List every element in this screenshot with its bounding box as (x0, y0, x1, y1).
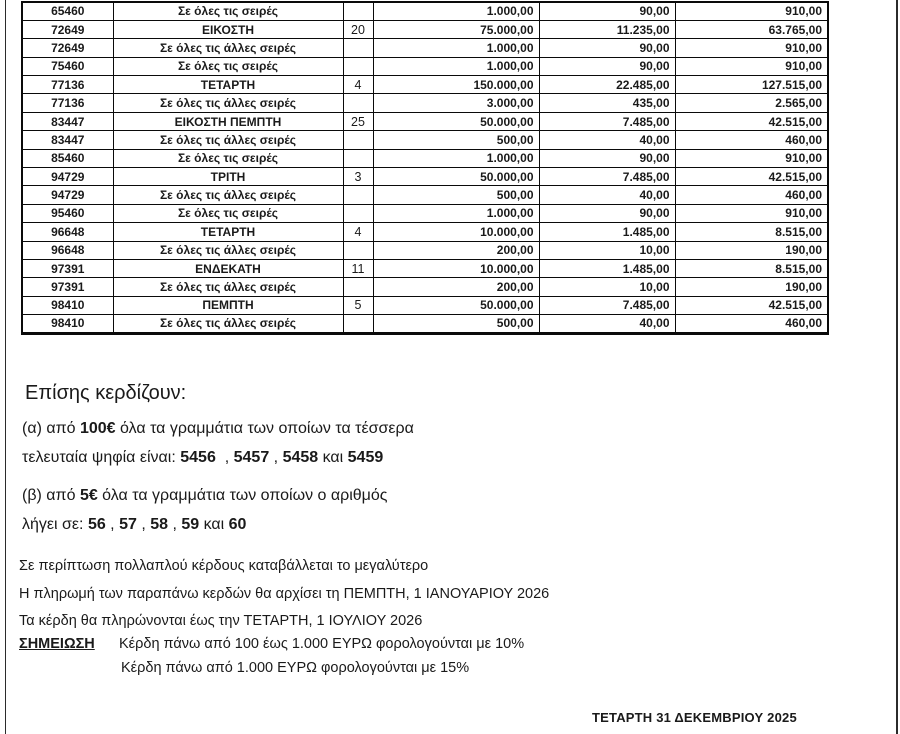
ending-number-5456: 5456 (180, 449, 216, 466)
series-number-cell: 4 (343, 76, 373, 94)
ending-number-60: 60 (228, 516, 247, 533)
also-win-heading: Επίσης κερδίζουν: (25, 382, 187, 404)
net-amount-cell: 460,00 (675, 315, 828, 333)
table-row (22, 168, 828, 186)
category-cell: Σε όλες τις άλλες σειρές (113, 39, 343, 57)
ticket-number-cell: 83447 (22, 112, 113, 130)
ticket-number-cell: 72649 (22, 39, 113, 57)
tax-amount-cell: 90,00 (539, 57, 675, 75)
tax-note-line2: Κέρδη πάνω από 1.000 ΕΥΡΩ φορολογούνται με 15% (121, 660, 470, 676)
gross-amount-cell: 500,00 (373, 315, 539, 333)
ending-number-5457: 5457 (233, 449, 270, 466)
category-cell: Σε όλες τις σειρές (113, 204, 343, 222)
separator: , (168, 516, 182, 533)
gross-amount-cell: 50.000,00 (373, 296, 539, 314)
table-row (22, 2, 828, 20)
gross-amount-cell: 10.000,00 (373, 223, 539, 241)
ticket-number-cell: 77136 (22, 94, 113, 112)
series-number-cell (343, 204, 373, 222)
tax-amount-cell: 7.485,00 (539, 168, 675, 186)
ends-in-label: λήγει σε: (22, 516, 88, 533)
gross-amount-cell: 150.000,00 (373, 76, 539, 94)
gross-amount-cell: 1.000,00 (373, 39, 539, 57)
table-row (22, 57, 828, 75)
gross-amount-cell: 200,00 (373, 241, 539, 259)
tax-amount-cell: 1.485,00 (539, 259, 675, 277)
net-amount-cell: 910,00 (675, 2, 828, 20)
para-b-prefix: (β) από (22, 487, 80, 504)
tax-amount-cell: 90,00 (539, 204, 675, 222)
gross-amount-cell: 500,00 (373, 186, 539, 204)
also-win-paragraph-a-line1 (22, 420, 414, 438)
prize-amount-5-euro: 5€ (79, 487, 98, 504)
gross-amount-cell: 1.000,00 (373, 149, 539, 167)
net-amount-cell: 910,00 (675, 57, 828, 75)
payment-deadline-note: Τα κέρδη θα πληρώνονται έως την ΤΕΤΑΡΤΗ, 1 ΙΟΥΛΙΟΥ 2026 (19, 613, 423, 629)
tax-amount-cell: 22.485,00 (539, 76, 675, 94)
gross-amount-cell: 200,00 (373, 278, 539, 296)
series-number-cell (343, 315, 373, 333)
ticket-number-cell: 75460 (22, 57, 113, 75)
tax-amount-cell: 11.235,00 (539, 20, 675, 38)
tax-amount-cell: 90,00 (539, 149, 675, 167)
gross-amount-cell: 50.000,00 (373, 168, 539, 186)
series-number-cell (343, 186, 373, 204)
gross-amount-cell: 1.000,00 (373, 204, 539, 222)
category-cell: ΕΙΚΟΣΤΗ ΠΕΜΠΤΗ (113, 112, 343, 130)
tax-amount-cell: 90,00 (539, 2, 675, 20)
series-number-cell: 3 (343, 168, 373, 186)
category-cell: ΠΕΜΠΤΗ (113, 296, 343, 314)
series-number-cell (343, 241, 373, 259)
ticket-number-cell: 85460 (22, 149, 113, 167)
series-number-cell: 25 (343, 112, 373, 130)
ending-number-57: 57 (119, 516, 137, 533)
net-amount-cell: 2.565,00 (675, 94, 828, 112)
table-row (22, 20, 828, 38)
gross-amount-cell: 1.000,00 (373, 57, 539, 75)
series-number-cell (343, 149, 373, 167)
table-row (22, 94, 828, 112)
table-row (22, 223, 828, 241)
net-amount-cell: 42.515,00 (675, 168, 828, 186)
prize-results-table (21, 1, 829, 335)
category-cell: Σε όλες τις άλλες σειρές (113, 241, 343, 259)
ticket-number-cell: 94729 (22, 186, 113, 204)
ticket-number-cell: 83447 (22, 131, 113, 149)
series-number-cell (343, 94, 373, 112)
ticket-number-cell: 65460 (22, 2, 113, 20)
table-row (22, 278, 828, 296)
ticket-number-cell: 96648 (22, 241, 113, 259)
net-amount-cell: 42.515,00 (675, 296, 828, 314)
net-amount-cell: 8.515,00 (675, 259, 828, 277)
separator: , (269, 449, 283, 466)
net-amount-cell: 42.515,00 (675, 112, 828, 130)
ticket-number-cell: 98410 (22, 315, 113, 333)
ending-number-56: 56 (87, 516, 106, 533)
category-cell: ΤΕΤΑΡΤΗ (113, 76, 343, 94)
tax-amount-cell: 435,00 (539, 94, 675, 112)
category-cell: ΕΝΔΕΚΑΤΗ (113, 259, 343, 277)
multiple-win-note: Σε περίπτωση πολλαπλού κέρδους καταβάλλεται το μεγαλύτερο (19, 558, 429, 574)
prize-table-body (22, 2, 828, 333)
ticket-number-cell: 95460 (22, 204, 113, 222)
ticket-number-cell: 77136 (22, 76, 113, 94)
gross-amount-cell: 1.000,00 (373, 2, 539, 20)
ending-number-5458: 5458 (282, 449, 319, 466)
tax-amount-cell: 40,00 (539, 315, 675, 333)
note-label: ΣΗΜΕΙΩΣΗ (19, 636, 95, 652)
net-amount-cell: 190,00 (675, 278, 828, 296)
ticket-number-cell: 97391 (22, 278, 113, 296)
ticket-number-cell: 96648 (22, 223, 113, 241)
tax-amount-cell: 7.485,00 (539, 296, 675, 314)
net-amount-cell: 190,00 (675, 241, 828, 259)
series-number-cell (343, 131, 373, 149)
net-amount-cell: 910,00 (675, 39, 828, 57)
series-number-cell: 4 (343, 223, 373, 241)
para-b-suffix: όλα τα γραμμάτια των οποίων ο αριθμός (97, 487, 388, 504)
ending-number-59: 59 (181, 516, 200, 533)
page-border-right (896, 0, 898, 734)
table-row (22, 315, 828, 333)
tax-note-line1: Κέρδη πάνω από 100 έως 1.000 ΕΥΡΩ φορολογούνται με 10% (119, 636, 525, 652)
category-cell: Σε όλες τις σειρές (113, 149, 343, 167)
category-cell: ΤΕΤΑΡΤΗ (113, 223, 343, 241)
separator: , (105, 516, 120, 533)
series-number-cell (343, 2, 373, 20)
ticket-number-cell: 97391 (22, 259, 113, 277)
ticket-number-cell: 72649 (22, 20, 113, 38)
table-row (22, 131, 828, 149)
net-amount-cell: 127.515,00 (675, 76, 828, 94)
series-number-cell: 11 (343, 259, 373, 277)
net-amount-cell: 460,00 (675, 131, 828, 149)
ending-number-58: 58 (150, 516, 169, 533)
category-cell: Σε όλες τις άλλες σειρές (113, 186, 343, 204)
gross-amount-cell: 50.000,00 (373, 112, 539, 130)
net-amount-cell: 460,00 (675, 186, 828, 204)
gross-amount-cell: 10.000,00 (373, 259, 539, 277)
category-cell: ΕΙΚΟΣΤΗ (113, 20, 343, 38)
category-cell: Σε όλες τις σειρές (113, 57, 343, 75)
separator: και (318, 449, 348, 466)
ticket-number-cell: 94729 (22, 168, 113, 186)
series-number-cell: 5 (343, 296, 373, 314)
table-row (22, 149, 828, 167)
table-row (22, 76, 828, 94)
tax-amount-cell: 90,00 (539, 39, 675, 57)
separator: , (136, 516, 151, 533)
tax-note-row (19, 636, 524, 652)
table-row (22, 296, 828, 314)
category-cell: Σε όλες τις άλλες σειρές (113, 315, 343, 333)
page-border-left (5, 0, 7, 734)
tax-amount-cell: 7.485,00 (539, 112, 675, 130)
category-cell: Σε όλες τις σειρές (113, 2, 343, 20)
also-win-paragraph-b-line2 (22, 516, 246, 534)
gross-amount-cell: 3.000,00 (373, 94, 539, 112)
ending-number-5459: 5459 (347, 449, 384, 466)
category-cell: Σε όλες τις άλλες σειρές (113, 94, 343, 112)
separator: , (215, 449, 234, 466)
net-amount-cell: 910,00 (675, 204, 828, 222)
separator: και (199, 516, 229, 533)
table-row (22, 39, 828, 57)
category-cell: ΤΡΙΤΗ (113, 168, 343, 186)
net-amount-cell: 910,00 (675, 149, 828, 167)
gross-amount-cell: 500,00 (373, 131, 539, 149)
gross-amount-cell: 75.000,00 (373, 20, 539, 38)
also-win-paragraph-a-line2 (22, 449, 383, 467)
net-amount-cell: 8.515,00 (675, 223, 828, 241)
table-row (22, 204, 828, 222)
ending-digits-label: τελευταία ψηφία είναι: (22, 449, 181, 466)
category-cell: Σε όλες τις άλλες σειρές (113, 131, 343, 149)
para-a-prefix: (α) από (22, 420, 80, 437)
series-number-cell: 20 (343, 20, 373, 38)
table-row (22, 186, 828, 204)
tax-amount-cell: 1.485,00 (539, 223, 675, 241)
table-row (22, 259, 828, 277)
also-win-paragraph-b-line1 (22, 487, 388, 505)
net-amount-cell: 63.765,00 (675, 20, 828, 38)
prize-amount-100-euro: 100€ (79, 420, 116, 437)
payment-start-note: Η πληρωμή των παραπάνω κερδών θα αρχίσει τη ΠΕΜΠΤΗ, 1 ΙΑΝΟΥΑΡΙΟΥ 2026 (19, 586, 550, 602)
tax-amount-cell: 10,00 (539, 241, 675, 259)
table-row (22, 112, 828, 130)
tax-amount-cell: 40,00 (539, 186, 675, 204)
para-a-suffix: όλα τα γραμμάτια των οποίων τα τέσσερα (115, 420, 414, 437)
category-cell: Σε όλες τις άλλες σειρές (113, 278, 343, 296)
series-number-cell (343, 57, 373, 75)
series-number-cell (343, 278, 373, 296)
series-number-cell (343, 39, 373, 57)
tax-amount-cell: 40,00 (539, 131, 675, 149)
table-row (22, 241, 828, 259)
tax-amount-cell: 10,00 (539, 278, 675, 296)
ticket-number-cell: 98410 (22, 296, 113, 314)
draw-date-footer: ΤΕΤΑΡΤΗ 31 ΔΕΚΕΜΒΡΙΟΥ 2025 (592, 710, 797, 725)
